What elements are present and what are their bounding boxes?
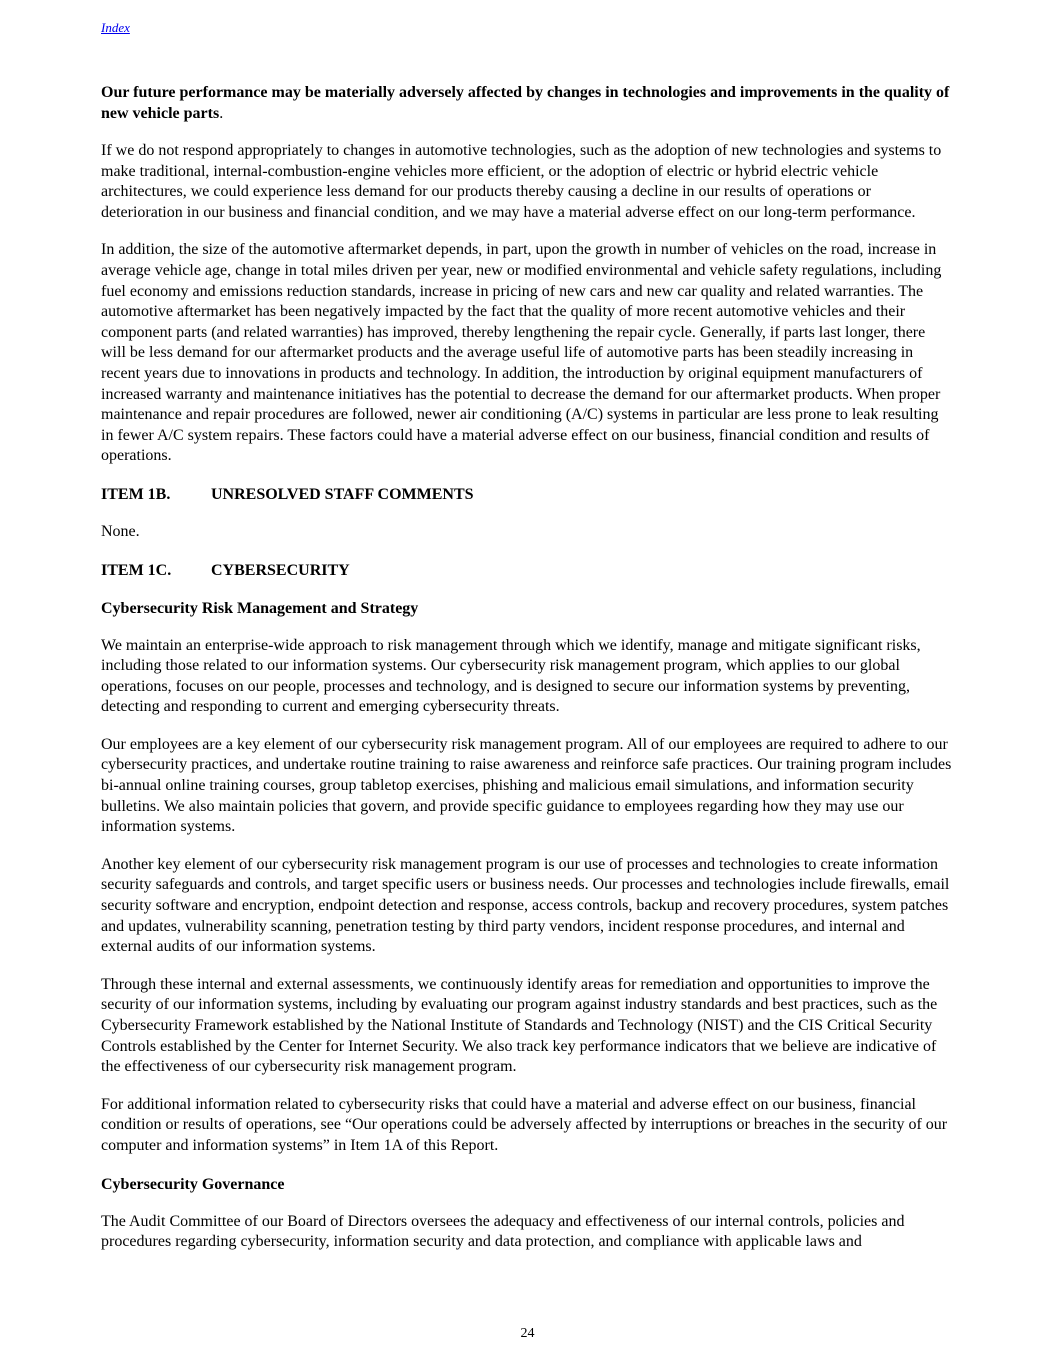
document-page <box>101 18 953 1253</box>
risk-management-paragraph-3: Another key element of our cybersecurity risk management program is our use of processes and technologies to create information security safeguards and controls, and target specific users or business needs. Our processes and technologies include firewalls, email security software and encryption, endpoint detection and response, access controls, backup and recovery procedures, system patches and updates, vulnerability scanning, penetration testing by third party vendors, incident response procedures, and internal and external audits of our information systems. <box>101 855 950 956</box>
risk-factor-heading-text: Our future performance may be materially adversely affected by changes in technologies and improvements in the quality of new vehicle parts <box>101 84 950 122</box>
item-1c-number: ITEM 1C. <box>101 561 172 579</box>
risk-management-paragraph-1: We maintain an enterprise-wide approach to risk management through which we identify, manage and mitigate significant risks, including those related to our information systems. Our cybersecurity risk management program, which applies to our global operations, focuses on our people, processes and technology, and is designed to secure our information systems by preventing, detecting and responding to current and emerging cybersecurity threats. <box>101 636 921 716</box>
item-1b-heading <box>101 484 953 505</box>
risk-factor-paragraph-2: In addition, the size of the automotive aftermarket depends, in part, upon the growth in number of vehicles on the road, increase in average vehicle age, change in total miles driven per year, new or modified environmental and vehicle safety regulations, including fuel economy and emissions reduction standards, increase in pricing of new cars and new car quality and related warranties. The automotive aftermarket has been negatively impacted by the fact that the quality of more recent automotive vehicles and their component parts (and related warranties) has improved, thereby lengthening the repair cycle. Generally, if parts last longer, there will be less demand for our aftermarket products and the average useful life of automotive parts has been steadily increasing in recent years due to innovations in products and technology. In addition, the introduction by original equipment manufacturers of increased warranty and maintenance initiatives has the potential to decrease the demand for our aftermarket products. When proper maintenance and repair procedures are followed, newer air conditioning (A/C) systems in particular are less prone to leak resulting in fewer A/C system repairs. These factors could have a material adverse effect on our business, financial condition and results of operations. <box>101 241 942 465</box>
item-1c-heading <box>101 560 953 581</box>
governance-paragraph: The Audit Committee of our Board of Directors oversees the adequacy and effectiveness of our internal controls, policies and procedures regarding cybersecurity, information security and data protection, and compliance with applicable laws and <box>101 1212 905 1251</box>
item-1b-number: ITEM 1B. <box>101 485 171 503</box>
risk-management-heading: Cybersecurity Risk Management and Strategy <box>101 599 419 617</box>
page-number: 24 <box>520 1326 535 1341</box>
risk-management-paragraph-2: Our employees are a key element of our cybersecurity risk management program. All of our employees are required to adhere to our cybersecurity practices, and undertake routine training to raise awareness and reinforce safe practices. Our training program includes bi-annual online training courses, group tabletop exercises, phishing and malicious email simulations, and information security bulletins. We also maintain policies that govern, and provide specific guidance to employees regarding how they may use our information systems. <box>101 735 952 836</box>
index-link[interactable]: Index <box>101 20 130 35</box>
item-1b-body: None. <box>101 522 140 540</box>
risk-management-paragraph-5: For additional information related to cybersecurity risks that could have a material and adverse effect on our business, financial condition or results of operations, see “Our operations could be adversely affected by interruptions or breaches in the security of our computer and information systems” in Item 1A of this Report. <box>101 1095 948 1154</box>
risk-management-paragraph-4: Through these internal and external assessments, we continuously identify areas for remediation and opportunities to improve the security of our information systems, including by evaluating our program against industry standards and best practices, such as the Cybersecurity Framework established by the National Institute of Standards and Technology (NIST) and the CIS Critical Security Controls established by the Center for Internet Security. We also track key performance indicators that we believe are indicative of the effectiveness of our cybersecurity risk management program. <box>101 975 938 1076</box>
item-1c-title: CYBERSECURITY <box>211 561 350 579</box>
governance-heading: Cybersecurity Governance <box>101 1175 285 1193</box>
item-1b-title: UNRESOLVED STAFF COMMENTS <box>211 485 474 503</box>
risk-factor-heading <box>101 82 953 124</box>
risk-factor-heading-period: . <box>219 105 224 122</box>
risk-factor-paragraph-1: If we do not respond appropriately to changes in automotive technologies, such as the adoption of new technologies and systems to make traditional, internal-combustion-engine vehicles more efficient, or the adoption of electric or hybrid electric vehicle architectures, we could experience less demand for our products thereby causing a decline in our results of operations or deterioration in our business and financial condition, and we may have a material adverse effect on our long-term performance. <box>101 142 942 221</box>
